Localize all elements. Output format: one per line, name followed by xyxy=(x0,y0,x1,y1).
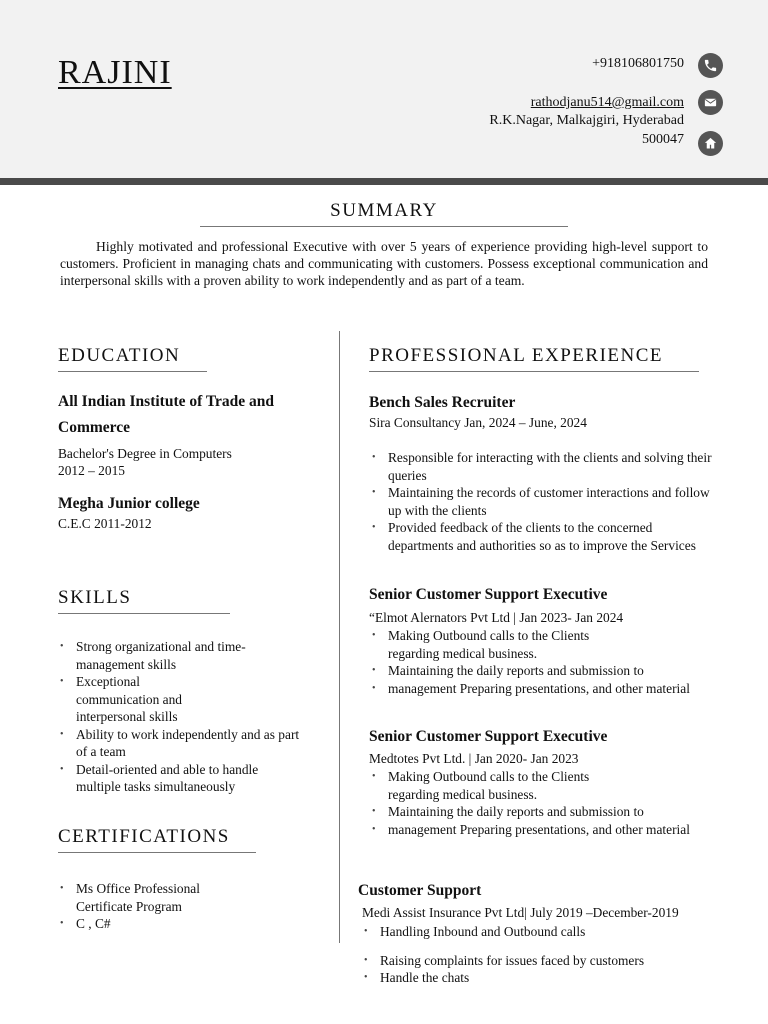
job-1-company: Sira Consultancy Jan, 2024 – June, 2024 xyxy=(369,415,587,430)
list-item: • C , C# xyxy=(58,915,248,933)
list-item: • Strong organizational and time-management skills xyxy=(58,638,306,673)
job-4-title: Customer Support xyxy=(358,882,482,899)
list-item: • Raising complaints for issues faced by customers xyxy=(362,952,732,970)
list-item: • Ms Office Professional Certificate Program xyxy=(58,880,248,915)
list-item: • Detail-oriented and able to handle multiple tasks simultaneously xyxy=(58,761,306,796)
phone-icon xyxy=(698,53,723,78)
list-item: • Handling Inbound and Outbound calls xyxy=(362,923,732,941)
job-1-title: Bench Sales Recruiter xyxy=(369,394,516,411)
column-divider xyxy=(339,331,340,943)
summary-heading: SUMMARY xyxy=(200,200,568,227)
education-heading: EDUCATION xyxy=(58,345,207,372)
job-2-title: Senior Customer Support Executive xyxy=(369,586,608,603)
education-school-2: Megha Junior college xyxy=(58,495,200,512)
address-line-1: R.K.Nagar, Malkajgiri, Hyderabad xyxy=(489,113,684,128)
list-item: • Exceptional communication and interpersonal skills xyxy=(58,673,208,726)
education-degree-2: C.E.C 2011-2012 xyxy=(58,516,152,531)
list-item: • Making Outbound calls to the Clients regarding medical business. xyxy=(370,627,640,662)
header-divider-bar xyxy=(0,178,768,185)
summary-paragraph: Highly motivated and professional Executive with over 5 years of experience providing high-level support to customers. Proficient in managing chats and communicating with customers. Possess exceptional communication and interpersonal skills with a proven ability to work independently and as part of a team. xyxy=(60,239,708,289)
education-school-1-line-2: Commerce xyxy=(58,419,131,436)
skills-list xyxy=(58,638,306,796)
list-item: • Provided feedback of the clients to the concerned departments and authorities so as to improve the Services xyxy=(370,519,720,554)
job-3-bullets xyxy=(370,768,720,838)
job-1-bullets xyxy=(370,449,720,554)
skills-heading: SKILLS xyxy=(58,587,230,614)
list-item: • Handle the chats xyxy=(362,969,732,987)
list-item: • management Preparing presentations, and other material xyxy=(370,680,720,698)
list-item: • Responsible for interacting with the clients and solving their queries xyxy=(370,449,720,484)
candidate-name: RAJINI xyxy=(58,54,172,91)
experience-heading: PROFESSIONAL EXPERIENCE xyxy=(369,345,699,372)
mail-icon xyxy=(698,90,723,115)
address-line-2: 500047 xyxy=(642,132,684,147)
home-icon xyxy=(698,131,723,156)
list-item: • Ability to work independently and as part of a team xyxy=(58,726,306,761)
certifications-list xyxy=(58,880,248,933)
job-2-company: “Elmot Alernators Pvt Ltd | Jan 2023- Jan 2024 xyxy=(369,610,624,625)
list-item: • Maintaining the records of customer interactions and follow up with the clients xyxy=(370,484,720,519)
education-years-1: 2012 – 2015 xyxy=(58,463,125,478)
list-item: • management Preparing presentations, and other material xyxy=(370,821,720,839)
job-4-company: Medi Assist Insurance Pvt Ltd| July 2019 –December-2019 xyxy=(362,905,679,920)
job-2-bullets xyxy=(370,627,720,697)
certifications-heading: CERTIFICATIONS xyxy=(58,826,256,853)
list-item: • Making Outbound calls to the Clients regarding medical business. xyxy=(370,768,640,803)
list-item: • Maintaining the daily reports and submission to xyxy=(370,662,720,680)
job-3-company: Medtotes Pvt Ltd. | Jan 2020- Jan 2023 xyxy=(369,751,579,766)
education-degree-1: Bachelor's Degree in Computers xyxy=(58,446,232,461)
job-3-title: Senior Customer Support Executive xyxy=(369,728,608,745)
email-link[interactable]: rathodjanu514@gmail.com xyxy=(530,95,684,110)
education-school-1-line-1: All Indian Institute of Trade and xyxy=(58,393,275,410)
phone-number: +918106801750 xyxy=(592,56,684,71)
list-item: • Maintaining the daily reports and submission to xyxy=(370,803,720,821)
job-4-bullets xyxy=(362,923,732,987)
